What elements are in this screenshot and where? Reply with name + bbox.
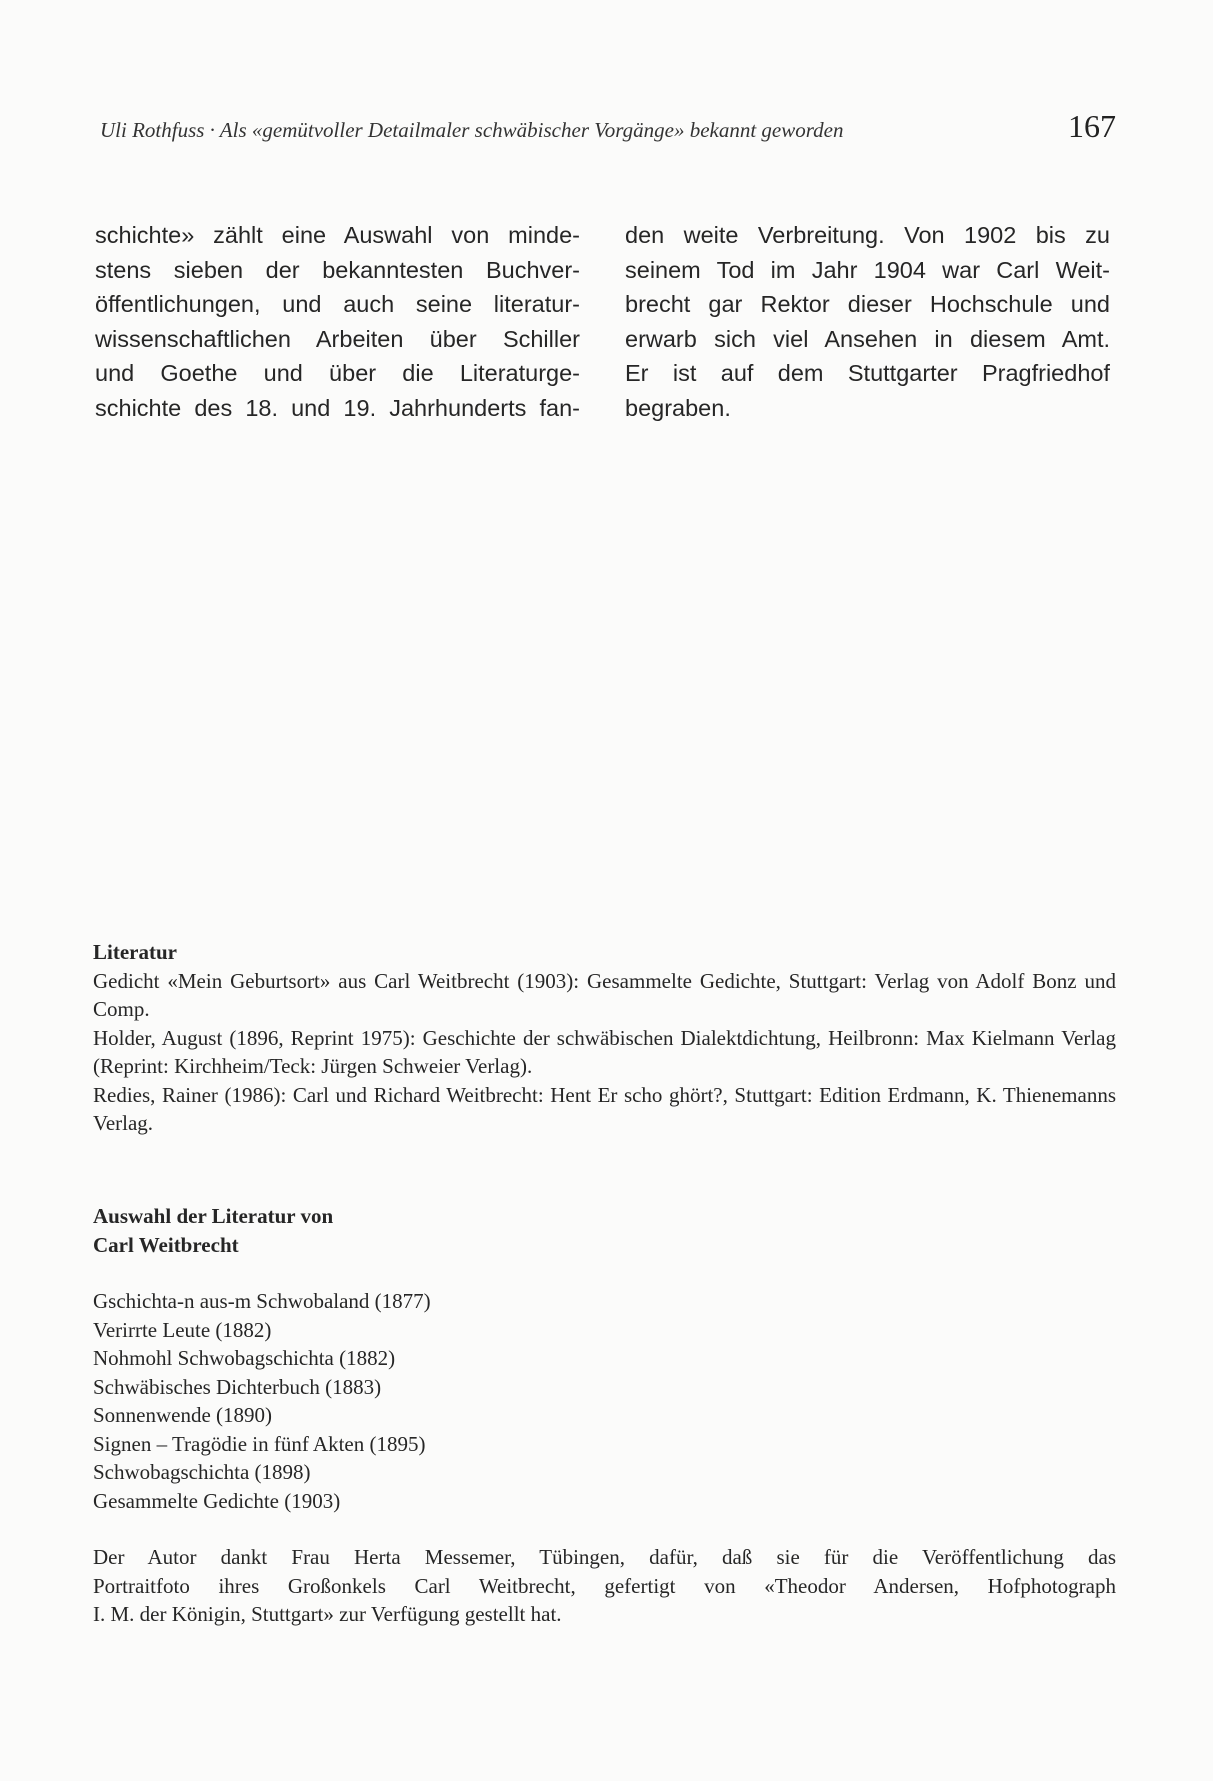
acknowledgement-paragraph bbox=[93, 1543, 1116, 1629]
text-line: erwarb sich viel Ansehen in diesem Amt. bbox=[625, 325, 1110, 352]
list-item: Gesammelte Gedichte (1903) bbox=[93, 1488, 341, 1513]
list-item: Schwäbisches Dichterbuch (1883) bbox=[93, 1374, 382, 1399]
text-line: seinem Tod im Jahr 1904 war Carl Weit- bbox=[625, 256, 1110, 283]
list-item: Nohmohl Schwobagschichta (1882) bbox=[93, 1346, 396, 1370]
text-line: öffentlichungen, und auch seine literatur- bbox=[95, 291, 580, 317]
literature-heading: Literatur bbox=[93, 940, 177, 964]
text-line: den weite Verbreitung. Von 1902 bis zu bbox=[625, 222, 1110, 248]
list-item: Sonnenwende (1890) bbox=[93, 1403, 273, 1427]
running-title: Uli Rothfuss · Als «gemütvoller Detailmaler schwäbischer Vorgänge» bekannt geworden bbox=[100, 118, 844, 142]
text-line: schichte des 18. und 19. Jahrhunderts fan- bbox=[95, 394, 580, 421]
text-line: begraben. bbox=[625, 394, 731, 421]
reference-entry: Redies, Rainer (1986): Carl und Richard Weitbrecht: Hent Er scho ghört?, Stuttgart: Edition Erdmann, K. Thienemanns Verlag. bbox=[93, 1082, 1116, 1135]
literature-section bbox=[93, 938, 1116, 1138]
works-heading-line-1: Auswahl der Literatur von bbox=[93, 1204, 334, 1228]
text-line: Portraitfoto ihres Großonkels Carl Weitbrecht, gefertigt von «Theodor Andersen, Hofphotograph bbox=[93, 1573, 1116, 1598]
text-line: stens sieben der bekanntesten Buchver- bbox=[95, 256, 580, 283]
text-line: und Goethe und über die Literaturge- bbox=[95, 360, 580, 386]
text-line: brecht gar Rektor dieser Hochschule und bbox=[625, 291, 1110, 317]
text-line: wissenschaftlichen Arbeiten über Schiller bbox=[95, 325, 580, 352]
text-line: I. M. der Königin, Stuttgart» zur Verfügung gestellt hat. bbox=[93, 1602, 562, 1626]
page-number: 167 bbox=[1068, 108, 1116, 144]
text-line: schichte» zählt eine Auswahl von minde- bbox=[95, 222, 580, 248]
left-column bbox=[95, 218, 580, 425]
works-section bbox=[93, 1202, 1116, 1515]
reference-entry: Holder, August (1896, Reprint 1975): Geschichte der schwäbischen Dialektdichtung, Heilbronn: Max Kielmann Verlag (Reprint: Kirchheim/Teck: Jürgen Schweier Verlag). bbox=[93, 1025, 1116, 1078]
running-header bbox=[100, 108, 1116, 148]
right-column bbox=[625, 218, 1110, 425]
list-item: Signen – Tragödie in fünf Akten (1895) bbox=[93, 1431, 426, 1456]
list-item: Schwobagschichta (1898) bbox=[93, 1460, 311, 1484]
works-list bbox=[93, 1287, 1116, 1515]
list-item: Verirrte Leute (1882) bbox=[93, 1317, 272, 1342]
list-item: Gschichta-n aus-m Schwobaland (1877) bbox=[93, 1289, 431, 1313]
text-line: Der Autor dankt Frau Herta Messemer, Tübingen, dafür, daß sie für die Veröffentlichung das bbox=[93, 1545, 1116, 1569]
text-line: Er ist auf dem Stuttgarter Pragfriedhof bbox=[625, 360, 1110, 386]
reference-entry: Gedicht «Mein Geburtsort» aus Carl Weitbrecht (1903): Gesammelte Gedichte, Stuttgart: Verlag von Adolf Bonz und Comp. bbox=[93, 968, 1116, 1021]
works-heading-line-2: Carl Weitbrecht bbox=[93, 1232, 239, 1257]
